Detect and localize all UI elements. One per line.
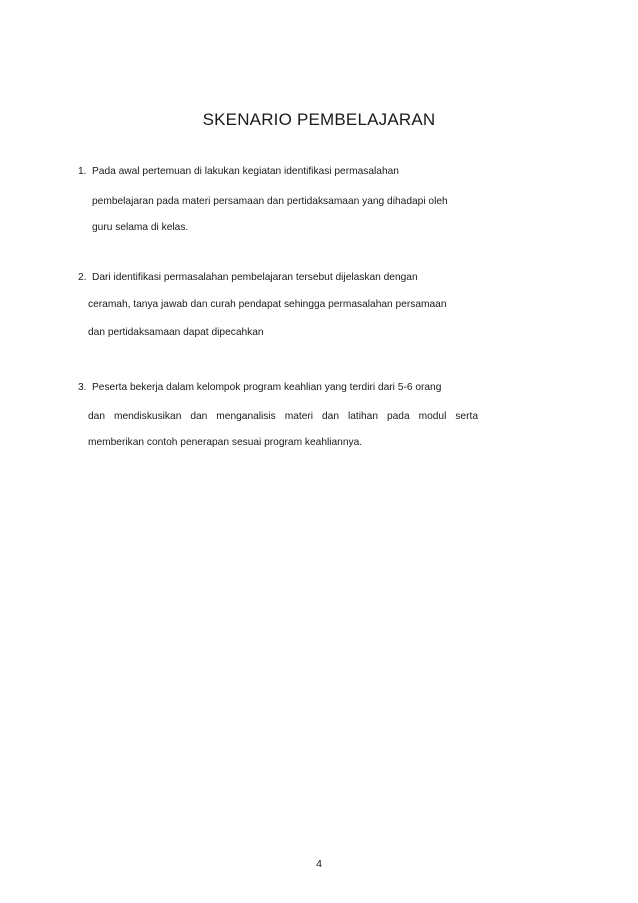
page-number: 4 <box>316 858 322 870</box>
list-item-2 <box>78 271 498 338</box>
list-item-text: pembelajaran pada materi persamaan dan pertidaksamaan yang dihadapi oleh <box>92 196 448 207</box>
list-item-number: 1. <box>78 166 87 177</box>
list-item-first-line <box>78 271 498 285</box>
list-item-number: 2. <box>78 272 87 283</box>
page-title: SKENARIO PEMBELAJARAN <box>202 110 436 129</box>
list-item-1 <box>78 165 498 233</box>
list-item-text: guru selama di kelas. <box>92 222 189 233</box>
list-item-text: memberikan contoh penerapan sesuai program keahliannya. <box>88 437 363 448</box>
list-item-text: ceramah, tanya jawab dan curah pendapat sehingga permasalahan persamaan <box>88 299 447 310</box>
list-item-3 <box>78 381 498 448</box>
list-item-text: dan pertidaksamaan dapat dipecahkan <box>88 327 264 338</box>
list-item-text: dan mendiskusikan dan menganalisis materi dan latihan pada modul serta <box>88 411 478 422</box>
list-item-first-line <box>78 381 498 395</box>
list-item-number: 3. <box>78 382 87 393</box>
list-item-text: Pada awal pertemuan di lakukan kegiatan identifikasi permasalahan <box>92 166 399 177</box>
list-item-text: Dari identifikasi permasalahan pembelajaran tersebut dijelaskan dengan <box>92 272 418 283</box>
list-item-text: Peserta bekerja dalam kelompok program keahlian yang terdiri dari 5-6 orang <box>92 382 442 393</box>
list-item-first-line <box>78 165 498 179</box>
